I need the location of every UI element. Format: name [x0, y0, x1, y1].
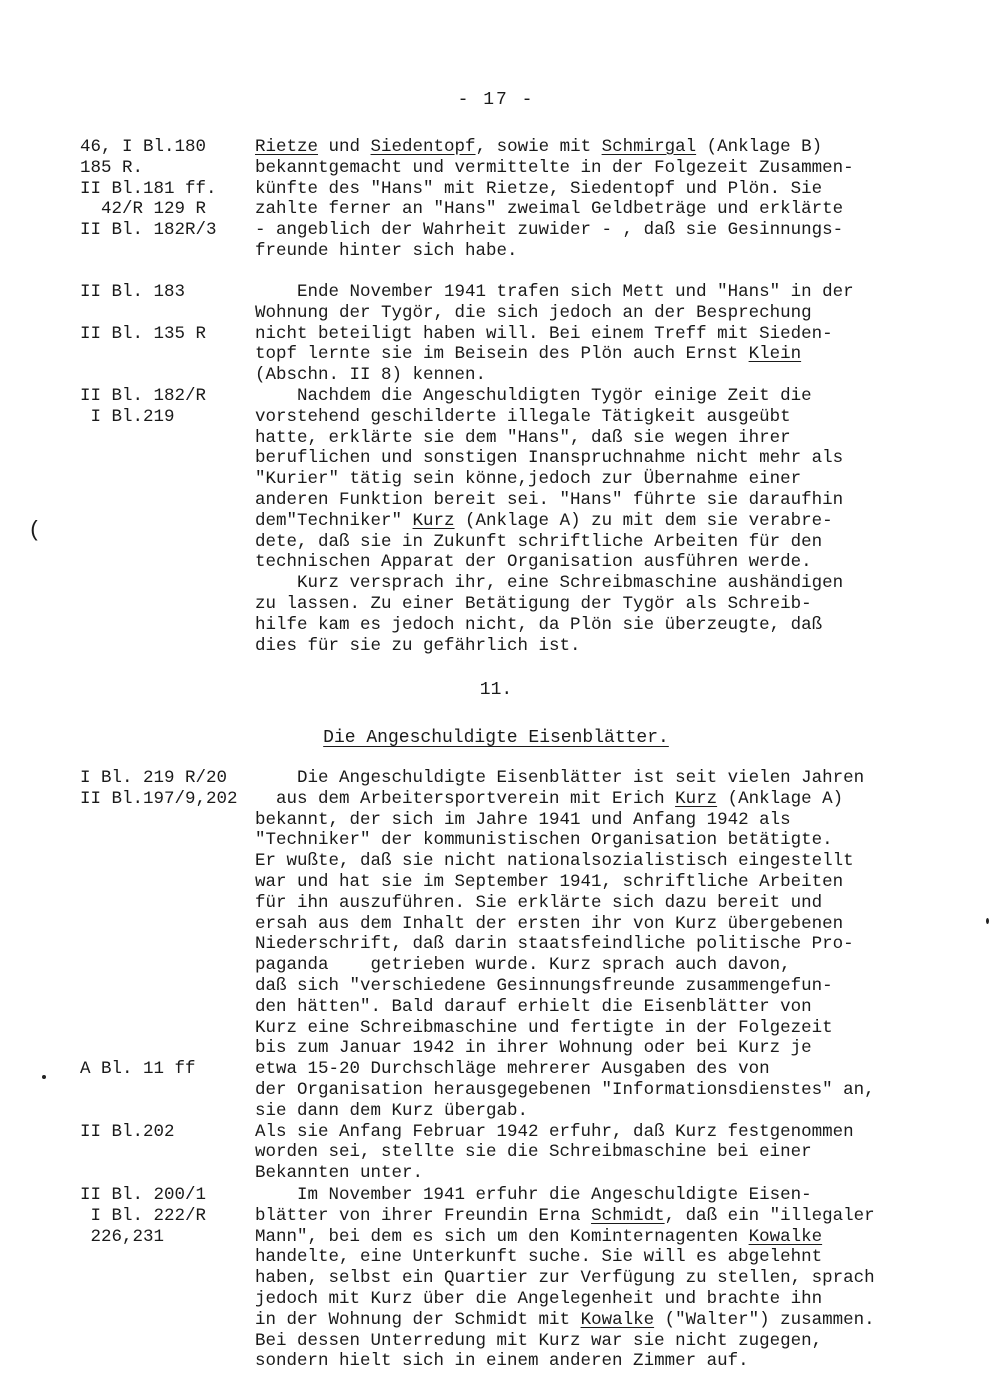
margin-references [80, 1185, 255, 1247]
margin-reference [80, 1080, 255, 1101]
margin-reference: 185 R. [80, 157, 144, 178]
margin-reference: I Bl. 219 R/20 [80, 768, 228, 788]
margin-references [80, 137, 255, 241]
underlined-name: Schmirgal [601, 137, 697, 157]
text-segment: "Techniker" der kommunistischen Organisation betätigte. [255, 830, 833, 851]
text-segment: und [318, 137, 371, 157]
margin-reference: II Bl. 182R/3 [80, 220, 217, 241]
margin-reference [80, 344, 255, 365]
text-line [255, 1289, 975, 1310]
underlined-name: Kowalke [748, 1226, 823, 1247]
text-segment: , daß ein "illegaler [664, 1205, 875, 1226]
text-line [255, 179, 975, 200]
text-line [255, 386, 975, 407]
text-segment: paganda getrieben wurde. Kurz sprach auch davon, [255, 955, 791, 976]
underlined-name: Siedentopf [370, 137, 476, 157]
text-line [255, 137, 975, 158]
margin-reference: II Bl. 182/R [80, 385, 207, 406]
section-title [0, 728, 992, 749]
text-line [255, 1018, 975, 1039]
section-title-text: Die Angeschuldigte Eisenblätter. [323, 728, 669, 748]
margin-reference [80, 1038, 255, 1059]
margin-reference: I Bl.219 [80, 406, 175, 427]
margin-reference [80, 851, 255, 872]
margin-reference: 42/R 129 R [80, 199, 207, 220]
margin-reference: II Bl. 200/1 [80, 1185, 207, 1205]
text-segment: , sowie mit [475, 137, 602, 157]
text-segment: sondern hielt sich in einem anderen Zimmer auf. [255, 1351, 749, 1372]
text-line [255, 1206, 975, 1227]
text-line [255, 934, 975, 955]
margin-reference: II Bl.202 [80, 1121, 175, 1142]
text-segment: hatte, erklärte sie dem "Hans", daß sie wegen ihrer [255, 427, 791, 448]
text-line [255, 1122, 975, 1143]
text-segment: (Anklage B) [696, 137, 823, 157]
text-line [255, 1268, 975, 1289]
text-segment: Bei dessen Unterredung mit Kurz war sie nicht zugegen, [255, 1330, 823, 1351]
text-segment: ersah aus dem Inhalt der ersten ihr von Kurz übergebenen [255, 913, 844, 934]
text-segment: haben, selbst ein Quartier zur Verfügung zu stellen, sprach [255, 1268, 875, 1289]
text-segment: beruflichen und sonstigen Inanspruchnahme nicht mehr als [255, 448, 844, 469]
text-segment: vorstehend geschilderte illegale Tätigkeit ausgeübt [255, 406, 791, 427]
text-line [255, 282, 975, 303]
text-line [255, 997, 975, 1018]
margin-reference [80, 830, 255, 851]
margin-reference [80, 955, 255, 976]
underlined-name: Kowalke [580, 1309, 655, 1330]
text-segment: Nachdem die Angeschuldigten Tygör einige Zeit die [255, 385, 812, 406]
margin-reference: II Bl. 183 [80, 282, 186, 302]
text-line [255, 810, 975, 831]
text-segment: blätter von ihrer Freundin Erna [255, 1205, 592, 1226]
text-segment: sie dann dem Kurz übergab. [255, 1100, 529, 1121]
text-line [255, 1163, 975, 1184]
text-segment: bis zum Januar 1942 in ihrer Wohnung oder bei Kurz je [255, 1038, 812, 1059]
text-line [255, 872, 975, 893]
margin-reference [80, 997, 255, 1018]
text-line [255, 768, 975, 789]
text-line [255, 490, 975, 511]
text-line [255, 344, 975, 365]
text-line [255, 511, 975, 532]
text-line [255, 552, 975, 573]
margin-reference [80, 893, 255, 914]
text-line [255, 1059, 975, 1080]
text-segment: etwa 15-20 Durchschläge mehrerer Ausgaben des von [255, 1059, 770, 1080]
text-line [255, 830, 975, 851]
text-line [255, 1185, 975, 1206]
margin-references [80, 282, 255, 428]
text-segment: jedoch mit Kurz über die Angelegenheit und brachte ihn [255, 1288, 823, 1309]
margin-reference: A Bl. 11 ff [80, 1059, 196, 1080]
text-segment: "Kurier" tätig sein könne,jedoch zur Übernahme einer [255, 469, 802, 490]
text-segment: Im November 1941 erfuhr die Angeschuldigte Eisen- [255, 1185, 812, 1205]
text-segment: handelte, eine Unterkunft suche. Sie will es abgelehnt [255, 1247, 823, 1268]
paragraph-text [255, 1185, 975, 1372]
margin-reference [80, 303, 255, 324]
text-line [255, 594, 975, 615]
text-line [255, 324, 975, 345]
scan-speck [986, 918, 989, 924]
text-segment: in der Wohnung der Schmidt mit [255, 1309, 581, 1330]
text-line [255, 1101, 975, 1122]
text-line [255, 1038, 975, 1059]
text-segment: zu lassen. Zu einer Betätigung der Tygör als Schreib- [255, 593, 812, 614]
text-segment: Die Angeschuldigte Eisenblätter ist seit vielen Jahren [255, 768, 865, 788]
text-segment: dem"Techniker" [255, 510, 413, 531]
text-segment: den hätten". Bald darauf erhielt die Eisenblätter von [255, 996, 812, 1017]
margin-reference [80, 976, 255, 997]
margin-reference: 226,231 [80, 1226, 165, 1247]
text-line [255, 365, 975, 386]
underlined-name: Klein [748, 344, 802, 365]
margin-references [80, 768, 255, 1142]
margin-reference [80, 914, 255, 935]
text-segment: Ende November 1941 trafen sich Mett und "Hans" in der [255, 282, 854, 302]
margin-reference: I Bl. 222/R [80, 1205, 207, 1226]
underlined-name: Kurz [675, 788, 718, 809]
text-segment: Mann", bei dem es sich um den Kominternagenten [255, 1226, 749, 1247]
paragraph-text [255, 137, 975, 262]
text-line [255, 1080, 975, 1101]
text-line [255, 1227, 975, 1248]
margin-reference: 46, I Bl.180 [80, 137, 207, 157]
text-segment: freunde hinter sich habe. [255, 240, 518, 261]
text-segment: dete, daß sie in Zukunft schriftliche Arbeiten für den [255, 531, 823, 552]
text-segment: (Abschn. II 8) kennen. [255, 365, 487, 386]
text-line [255, 448, 975, 469]
paragraph-text [255, 282, 975, 656]
text-line [255, 636, 975, 657]
text-line [255, 158, 975, 179]
text-segment: Niederschrift, daß darin staatsfeindliche politische Pro- [255, 934, 854, 955]
text-line [255, 469, 975, 490]
text-line [255, 303, 975, 324]
text-segment: - angeblich der Wahrheit zuwider - , daß sie Gesinnungs- [255, 220, 844, 241]
margin-reference [80, 1101, 255, 1122]
text-line [255, 241, 975, 262]
text-segment: Bekannten unter. [255, 1163, 424, 1184]
section-number: 11. [479, 680, 513, 700]
margin-bracket-mark: ( [28, 518, 42, 543]
text-line [255, 428, 975, 449]
text-segment: topf lernte sie im Beisein des Plön auch Ernst [255, 344, 749, 365]
margin-reference [80, 810, 255, 831]
text-segment: aus dem Arbeitersportverein mit Erich [255, 788, 676, 809]
text-segment: daß sich "verschiedene Gesinnungsfreunde zusammengefun- [255, 975, 833, 996]
margin-reference: II Bl.197/9,202 [80, 788, 238, 809]
text-line [255, 573, 975, 594]
text-segment: künfte des "Hans" mit Rietze, Siedentopf und Plön. Sie [255, 178, 823, 199]
text-segment: für ihn auszuführen. Sie erklärte sich dazu bereit und [255, 892, 823, 913]
text-segment: bekanntgemacht und vermittelte in der Folgezeit Zusammen- [255, 157, 854, 178]
text-line [255, 1351, 975, 1372]
underlined-name: Schmidt [591, 1205, 665, 1226]
text-line [255, 1142, 975, 1163]
text-segment: (Anklage A) zu mit dem sie verabre- [454, 510, 833, 531]
paragraph-text [255, 768, 975, 1184]
text-segment: worden sei, stellte sie die Schreibmaschine bei einer [255, 1142, 812, 1163]
text-line [255, 789, 975, 810]
margin-reference [80, 872, 255, 893]
text-segment: Als sie Anfang Februar 1942 erfuhr, daß Kurz festgenommen [255, 1121, 854, 1142]
text-segment: zahlte ferner an "Hans" zweimal Geldbeträge und erklärte [255, 199, 844, 220]
text-segment: nicht beteiligt haben will. Bei einem Treff mit Sieden- [255, 323, 833, 344]
margin-reference [80, 934, 255, 955]
scan-speck [42, 1075, 46, 1079]
text-line [255, 407, 975, 428]
text-line [255, 220, 975, 241]
underlined-name: Rietze [255, 137, 319, 157]
text-line [255, 1331, 975, 1352]
text-segment: hilfe kam es jedoch nicht, da Plön sie überzeugte, daß [255, 614, 823, 635]
text-line [255, 851, 975, 872]
text-segment: Er wußte, daß sie nicht nationalsozialistisch eingestellt [255, 851, 854, 872]
margin-reference [80, 1018, 255, 1039]
text-segment: der Organisation herausgegebenen "Informationsdienstes" an, [255, 1079, 875, 1100]
margin-reference [80, 365, 255, 386]
text-line [255, 199, 975, 220]
text-segment: bekannt, der sich im Jahre 1941 und Anfang 1942 als [255, 809, 791, 830]
text-line [255, 615, 975, 636]
margin-reference: II Bl.181 ff. [80, 178, 217, 199]
text-line [255, 955, 975, 976]
text-line [255, 532, 975, 553]
text-line [255, 1310, 975, 1331]
text-segment: Wohnung der Tygör, die sich jedoch an der Besprechung [255, 302, 812, 323]
page-number: - 17 - [457, 90, 535, 110]
text-line [255, 976, 975, 997]
text-segment: ("Walter") zusammen. [654, 1309, 875, 1330]
text-segment: war und hat sie im September 1941, schriftliche Arbeiten [255, 871, 844, 892]
underlined-name: Kurz [412, 510, 455, 531]
text-segment: Kurz versprach ihr, eine Schreibmaschine aushändigen [255, 573, 844, 594]
text-segment: (Anklage A) [717, 788, 844, 809]
text-segment: anderen Funktion bereit sei. "Hans" führte sie daraufhin [255, 489, 844, 510]
text-segment: Kurz eine Schreibmaschine und fertigte in der Folgezeit [255, 1017, 833, 1038]
text-segment: dies für sie zu gefährlich ist. [255, 635, 581, 656]
text-line [255, 914, 975, 935]
margin-reference: II Bl. 135 R [80, 323, 207, 344]
text-line [255, 1247, 975, 1268]
text-line [255, 893, 975, 914]
text-segment: technischen Apparat der Organisation ausführen werde. [255, 552, 812, 573]
